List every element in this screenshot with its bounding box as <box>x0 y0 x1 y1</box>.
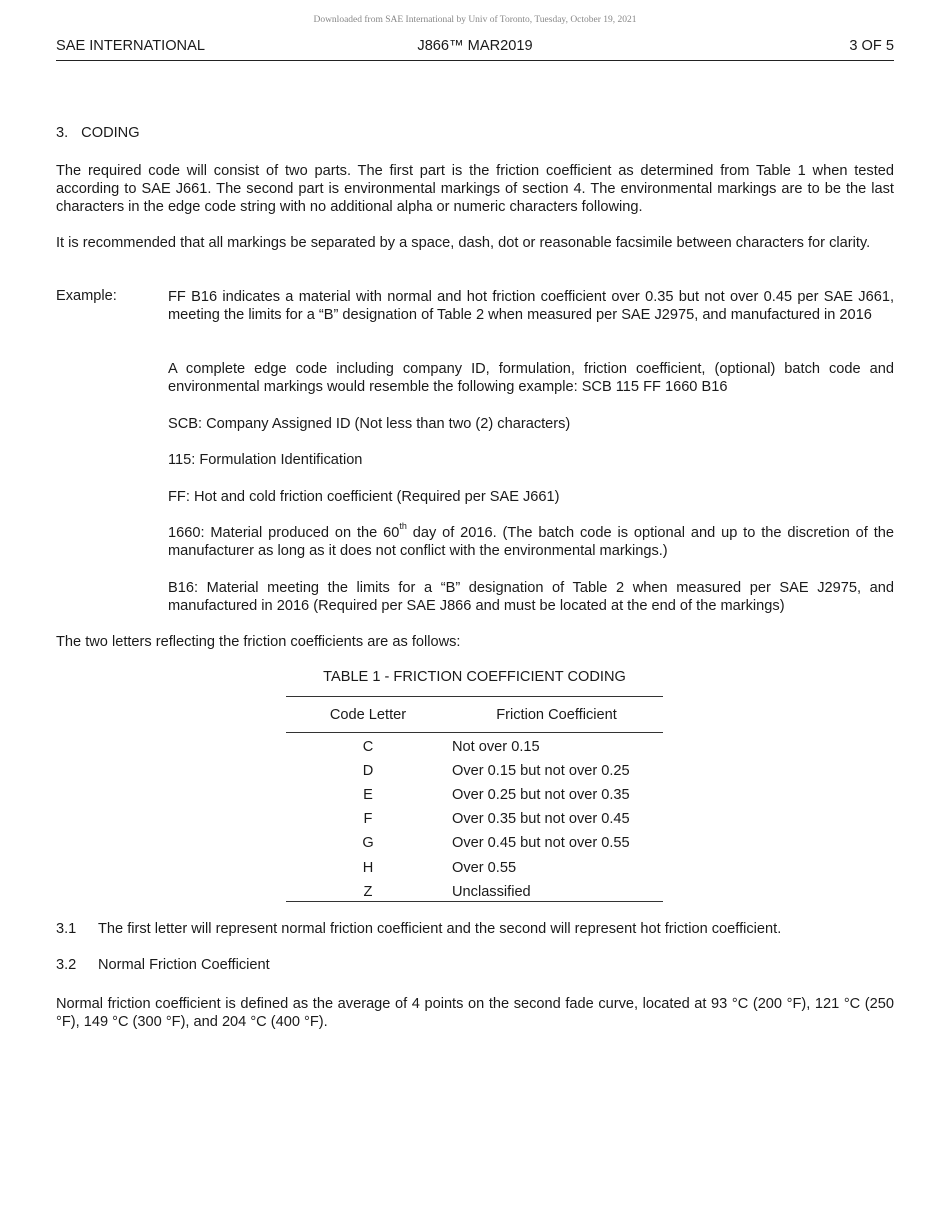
subsection-3-2-title: Normal Friction Coefficient <box>98 957 270 973</box>
example-1660: 1660: Material produced on the 60th day of 2016. (The batch code is optional and up to the discretion of the manufacturer as long as it does not conflict with the environmental markings.) <box>168 521 895 559</box>
table-top-rule <box>286 696 663 697</box>
page-header <box>56 38 894 61</box>
code-letter-cell: Z <box>363 883 373 900</box>
friction-coefficient-cell: Over 0.25 but not over 0.35 <box>452 787 630 804</box>
example-complete-code: A complete edge code including company ID, formulation, friction coefficient, (optional) batch code and environmental markings would resemble the following example: SCB 115 FF 1660 B16 <box>168 361 894 395</box>
paragraph-table-intro: The two letters reflecting the friction coefficients are as follows: <box>56 634 461 650</box>
example-ff: FF: Hot and cold friction coefficient (Required per SAE J661) <box>168 489 560 505</box>
friction-coefficient-cell: Not over 0.15 <box>452 739 540 755</box>
table-row <box>286 884 663 908</box>
subsection-3-1-text: The first letter will represent normal friction coefficient and the second will represent hot friction coefficient. <box>98 921 782 937</box>
friction-coefficient-cell: Over 0.15 but not over 0.25 <box>452 763 630 780</box>
subsection-3-1-number: 3.1 <box>56 921 77 937</box>
friction-coefficient-cell: Over 0.35 but not over 0.45 <box>452 811 630 828</box>
section-heading <box>56 125 140 141</box>
header-org: SAE INTERNATIONAL <box>56 38 205 54</box>
example-b16: B16: Material meeting the limits for a “B” designation of Table 2 when measured per SAE J2975, and manufactured in 2016 (Required per SAE J866 and must be located at the end of the markings) <box>168 580 894 614</box>
table-header-friction-coefficient: Friction Coefficient <box>496 707 617 723</box>
code-letter-cell: D <box>362 763 374 780</box>
download-watermark: Downloaded from SAE International by Univ of Toronto, Tuesday, October 19, 2021 <box>313 15 637 25</box>
friction-coefficient-cell: Unclassified <box>452 883 531 900</box>
subsection-3-2-number: 3.2 <box>56 957 77 973</box>
table-row <box>286 835 663 859</box>
friction-coefficient-cell: Over 0.45 but not over 0.55 <box>452 835 630 852</box>
example-115: 115: Formulation Identification <box>168 452 363 468</box>
table-bottom-rule <box>286 901 663 902</box>
header-page-number: 3 OF 5 <box>849 38 894 54</box>
table-header-rule <box>286 732 663 733</box>
table-row <box>286 739 663 763</box>
code-letter-cell: E <box>363 787 373 804</box>
section-title: CODING <box>81 125 140 141</box>
paragraph-normal-friction: Normal friction coefficient is defined as the average of 4 points on the second fade curve, located at 93 °C (200 °F), 121 °C (250 °F), 149 °C (300 °F), and 204 °C (400 °F). <box>56 996 894 1030</box>
example-scb: SCB: Company Assigned ID (Not less than two (2) characters) <box>168 416 571 432</box>
paragraph-separation: It is recommended that all markings be separated by a space, dash, dot or reasonable facsimile between characters for clarity. <box>56 235 871 251</box>
table-row <box>286 787 663 811</box>
code-letter-cell: F <box>363 811 373 828</box>
table-row <box>286 763 663 787</box>
table-title: TABLE 1 - FRICTION COEFFICIENT CODING <box>323 669 626 685</box>
code-letter-cell: C <box>362 739 374 755</box>
header-doc-id: J866™ MAR2019 <box>417 38 533 54</box>
table-row <box>286 860 663 884</box>
code-letter-cell: G <box>362 835 374 852</box>
example-ff-b16: FF B16 indicates a material with normal and hot friction coefficient over 0.35 but not over 0.45 per SAE J661, meeting the limits for a “B” designation of Table 2 when measured per SAE J2975, and manufactured in 2016 <box>168 289 894 323</box>
section-number: 3. <box>56 125 69 141</box>
example-label: Example: <box>56 288 117 304</box>
superscript-th: th <box>399 521 407 532</box>
paragraph-required-code: The required code will consist of two parts. The first part is the friction coefficient as determined from Table 1 when tested according to SAE J661. The second part is environmental markings of section 4. The environmental markings are to be the last characters in the edge code string with no additional alpha or numeric characters following. <box>56 163 894 215</box>
friction-coefficient-cell: Over 0.55 <box>452 859 517 876</box>
table-row <box>286 811 663 835</box>
code-letter-cell: H <box>362 859 374 876</box>
table-header-code-letter: Code Letter <box>329 707 407 723</box>
